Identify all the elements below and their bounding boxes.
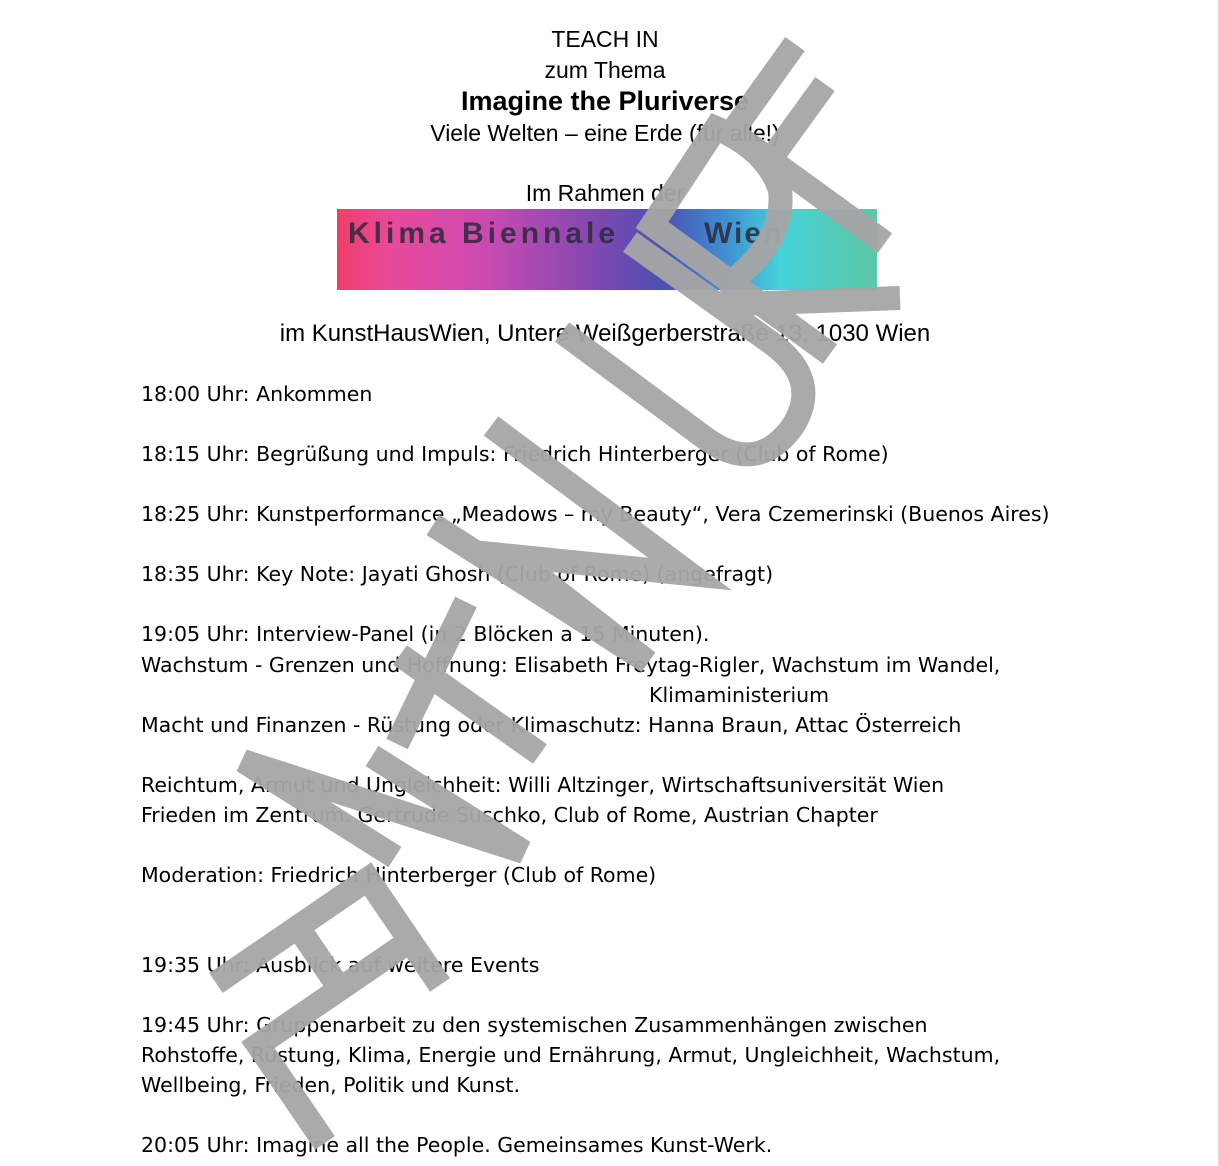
logo-text-right: Wien bbox=[704, 217, 784, 250]
program-item: 20:05 Uhr: Imagine all the People. Gemeinsames Kunst-Werk. bbox=[141, 1133, 773, 1157]
panel-topic-continued: Klimaministerium bbox=[649, 683, 830, 707]
panel-topic: Frieden im Zentrum. Gertrude Suschko, Club of Rome, Austrian Chapter bbox=[141, 803, 878, 827]
panel-topic: Reichtum, Armut und Ungleichheit: Willi Altzinger, Wirtschaftsuniversität Wien bbox=[141, 773, 945, 797]
program-item: 18:35 Uhr: Key Note: Jayati Ghosh (Club of Rome) (angefragt) bbox=[141, 562, 774, 586]
topic-intro: zum Thema bbox=[544, 57, 666, 83]
program-item: 19:45 Uhr: Gruppenarbeit zu den systemischen Zusammenhängen zwischen bbox=[141, 1013, 928, 1037]
panel-topic: Macht und Finanzen - Rüstung oder Klimaschutz: Hanna Braun, Attac Österreich bbox=[141, 713, 962, 737]
program-item-continued: Wellbeing, Frieden, Politik und Kunst. bbox=[141, 1073, 520, 1097]
program-item: 19:35 Uhr: Ausblick auf weitere Events bbox=[141, 953, 540, 977]
event-subtitle: Viele Welten – eine Erde (für alle!) bbox=[430, 120, 780, 146]
logo-text-left: Klima Biennale bbox=[348, 217, 620, 250]
program-item: 19:05 Uhr: Interview-Panel (in 2 Blöcken a 15 Minuten). bbox=[141, 622, 710, 646]
venue-address: im KunstHausWien, Untere Weißgerberstraße 13, 1030 Wien bbox=[279, 320, 931, 347]
event-type: TEACH IN bbox=[551, 26, 659, 52]
program-item: 18:15 Uhr: Begrüßung und Impuls: Friedrich Hinterberger (Club of Rome) bbox=[141, 442, 889, 466]
moderation: Moderation: Friedrich Hinterberger (Club of Rome) bbox=[141, 863, 657, 887]
program-item: 18:00 Uhr: Ankommen bbox=[141, 382, 373, 406]
panel-topic: Wachstum - Grenzen und Hoffnung: Elisabeth Freytag-Rigler, Wachstum im Wandel, bbox=[141, 653, 1001, 677]
program-item-continued: Rohstoffe, Rüstung, Klima, Energie und Ernährung, Armut, Ungleichheit, Wachstum, bbox=[141, 1043, 1001, 1067]
framework-intro: Im Rahmen der bbox=[525, 180, 685, 206]
klima-biennale-logo bbox=[337, 209, 877, 290]
program-item: 18:25 Uhr: Kunstperformance „Meadows – my Beauty“, Vera Czemerinski (Buenos Aires) bbox=[141, 502, 1050, 526]
event-title: Imagine the Pluriverse bbox=[460, 86, 750, 116]
